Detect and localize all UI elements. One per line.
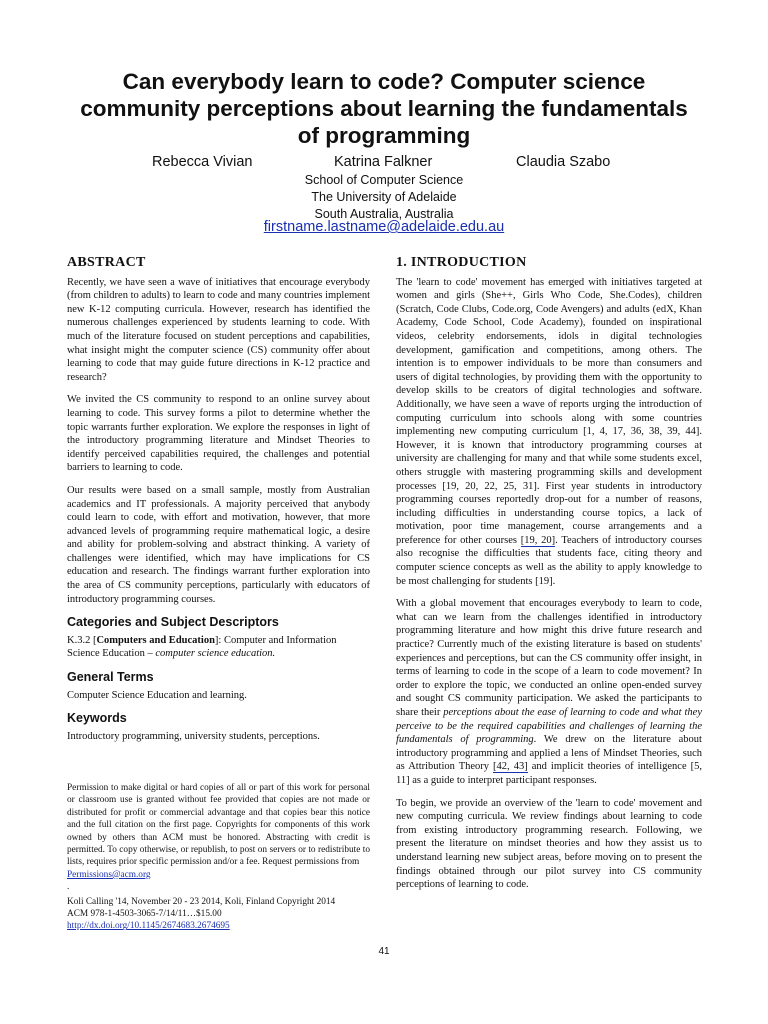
categories-heading: Categories and Subject Descriptors: [67, 615, 279, 630]
abstract-paragraph: Recently, we have seen a wave of initiatives that encourage everybody (from children to adults) to learn to code and many countries implement new K-12 computing curricula. However, research has identified the numerous challenges experienced by students learning to code. With much of the literature focused on student perceptions and capabilities, what insight might the computer science (CS) community offer about learning to code that may guide future directions in K-12 practice and research?: [67, 276, 370, 383]
permission-text: Permission to make digital or hard copies of all or part of this work for personal or classroom use is granted without fee provided that copies are not made or distributed for profit or commercial advantage and that copies bear this notice and the full citation on the first page. Copyrights for components of this work owned by others than ACM must be honored. Abstracting with credit is permitted. To copy otherwise, or republish, to post on servers or to redistribute to lists, requires prior specific permission and/or a fee. Request permissions from Permissions@acm.org .: [67, 783, 370, 893]
general-terms-text: Computer Science Education and learning.: [67, 689, 247, 701]
abstract-paragraph: We invited the CS community to respond to an online survey about learning to code. This survey forms a pilot to determine whether the topic warrants further exploration. We explore the responses in light of the introductory programming literature and Mindset Theories to identify perceived capabilities required, the challenges and potential barriers to learning to code.: [67, 394, 370, 474]
page-number: 41: [378, 946, 390, 957]
introduction-paragraph: With a global movement that encourages everybody to learn to code, what can we learn from the challenges identified in introductory programming literature and how might this drive future research and practice? Currently much of the existing literature is based on students' experiences and perceptions, but can the CS community offer insight, in terms of learning to code in the scope of a learn to code movement? In order to explore the topic, we conducted an online open-ended survey and sought CS community participation. We asked the participants to share their perceptions about the ease of learning to code and what they perceive to be the required capabilities and challenges of learning the fundamentals of programming. We drew on the literature about introductory programming and applied a lens of Mindset Theories, such as Attribution Theory [42, 43] and implicit theories of intelligence [5, 11] as a guide to interpret participant responses.: [396, 598, 703, 786]
title-line: community perceptions about learning the fundamentals: [80, 96, 688, 121]
introduction-paragraph: To begin, we provide an overview of the 'learn to code' movement and new computing curricula. We review findings about learning to code from existing introductory programming research. Following, we present the literature on mindset theories and how they assist us to understand learning new subject areas, before moving on to present the findings obtained through our pilot survey into CS community perceptions of learning to code.: [396, 797, 702, 891]
categories-bold: Computers and Education: [96, 634, 215, 646]
left-column: [67, 256, 370, 752]
keywords-heading: Keywords: [67, 711, 127, 726]
email-link[interactable]: firstname.lastname@adelaide.edu.au: [263, 219, 505, 235]
permission-notice: [67, 782, 370, 933]
affiliation-line: The University of Adelaide: [311, 190, 457, 204]
affiliation-line: School of Computer Science: [304, 173, 464, 187]
author-email: [0, 219, 768, 235]
citation-link[interactable]: [42, 43]: [493, 761, 528, 773]
author-name: Katrina Falkner: [334, 154, 433, 170]
paper-title: [40, 68, 728, 149]
citation-link[interactable]: [19, 20]: [520, 534, 556, 546]
categories-code: K.3.2 [: [67, 634, 97, 646]
categories-text: [67, 634, 370, 661]
isbn-line: ACM 978-1-4503-3065-7/14/11…$15.00: [67, 909, 222, 920]
author-list: [0, 154, 768, 174]
affiliation: [0, 172, 768, 223]
abstract-heading: ABSTRACT: [67, 255, 146, 270]
affiliation-line: South Australia, Australia: [314, 207, 454, 221]
introduction-heading: 1. INTRODUCTION: [396, 255, 527, 270]
abstract-paragraph: Our results were based on a small sample, mostly from Australian academics and IT professionals. A majority perceived that anybody could learn to code, with effort and motivation, however, that more advanced levels of programming require mathematical logic, a desire and ability for problem-solving and abstract thinking. A variety of challenges were identified, which may have implications for CS education and research. The findings warrant further exploration into the area of CS community perceptions, particularly with educators of introductory programming courses.: [67, 484, 370, 605]
title-line: of programming: [297, 123, 471, 148]
doi-link[interactable]: http://dx.doi.org/10.1145/2674683.2674695: [67, 921, 230, 932]
categories-rest: ]: Computer and Information Science Education –: [67, 634, 337, 660]
categories-italic: computer science education.: [155, 648, 276, 660]
permissions-email-link[interactable]: Permissions@acm.org: [67, 869, 151, 880]
right-column: [396, 256, 702, 901]
conference-line: Koli Calling '14, November 20 - 23 2014, Koli, Finland Copyright 2014: [67, 896, 336, 907]
introduction-paragraph: The 'learn to code' movement has emerged with initiatives targeted at women and girls (She++, Girls Who Code, She.Codes), children (Scratch, Code Clubs, Code.org, Code Avengers) and adults (edX, Khan Academy, Code School, Code Academy), founded on inspirational videos, celebrity endorsements, idols in digital technologies development, gamification and competitions, among others. The intention is to empower individuals to be more than consumers and users of digital technologies, by providing them with the opportunity to develop skills to be creators of digital technologies and software. Additionally, we have seen a wave of reports urging the introduction of computing curriculum into schools along with some countries implementing new computing curriculum [1, 4, 17, 36, 38, 39, 44]. However, it is known that introductory programming courses at university are challenging for many and that while some students excel, others struggle with mastering programming skills and development processes [19, 20, 22, 25, 31]. First year students in introductory programming courses reportedly drop-out for a number of reasons, including difficulties in understanding course topics, a lack of motivation, poor time management, course arrangements and a preference for other courses [19, 20]. Teachers of introductory courses also recognise the difficulties that students face, citing theory and computer science concepts as well as the ability to apply knowledge to be most challenging for students [19].: [396, 276, 702, 587]
author-name: Rebecca Vivian: [152, 154, 253, 170]
title-line: Can everybody learn to code? Computer science: [122, 69, 646, 94]
general-terms-heading: General Terms: [67, 670, 154, 685]
keywords-text: Introductory programming, university students, perceptions.: [67, 730, 320, 742]
author-name: Claudia Szabo: [516, 154, 611, 170]
